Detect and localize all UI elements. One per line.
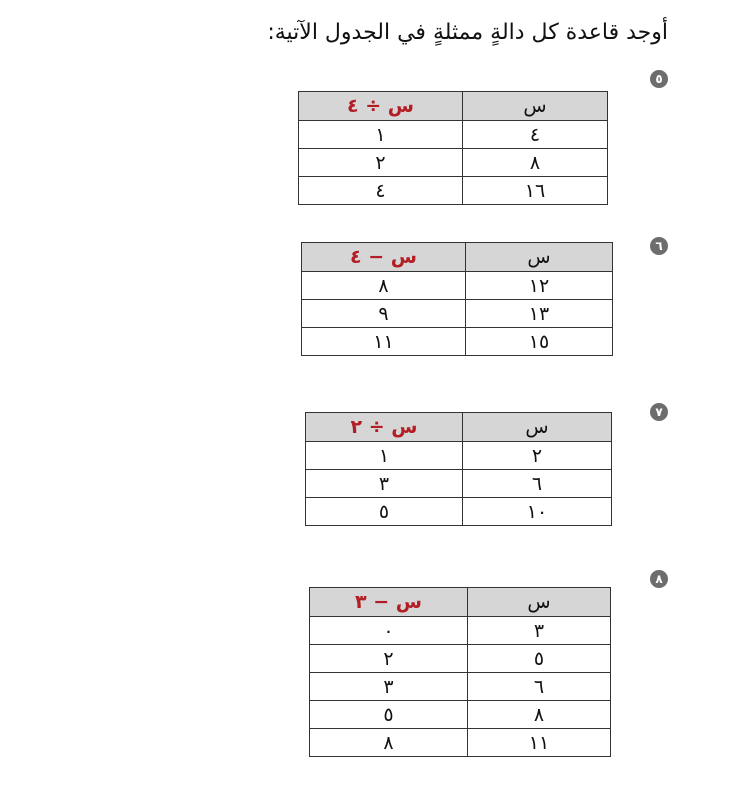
x-cell: ١١: [468, 729, 611, 757]
column-header-x: س: [466, 243, 613, 272]
y-cell: ٥: [310, 701, 468, 729]
y-cell: ١: [299, 121, 463, 149]
table-row: [299, 177, 608, 205]
column-header-rule: س ÷ ٢: [306, 413, 463, 442]
x-cell: ٤: [463, 121, 608, 149]
table-row: [306, 442, 612, 470]
x-cell: ١٢: [466, 272, 613, 300]
table-header-row: [302, 243, 613, 272]
y-cell: ٤: [299, 177, 463, 205]
x-cell: ١٥: [466, 328, 613, 356]
column-header-x: س: [463, 413, 612, 442]
column-header-rule: س − ٣: [310, 588, 468, 617]
table-row: [306, 498, 612, 526]
y-cell: ٣: [310, 673, 468, 701]
table-header-row: [310, 588, 611, 617]
column-header-x: س: [468, 588, 611, 617]
y-cell: ٠: [310, 617, 468, 645]
function-table: [298, 91, 608, 205]
x-cell: ٨: [463, 149, 608, 177]
x-cell: ١٣: [466, 300, 613, 328]
y-cell: ٢: [299, 149, 463, 177]
y-cell: ٣: [306, 470, 463, 498]
table-row: [310, 617, 611, 645]
table-header-row: [306, 413, 612, 442]
x-cell: ٨: [468, 701, 611, 729]
y-cell: ٢: [310, 645, 468, 673]
x-cell: ٥: [468, 645, 611, 673]
table-row: [310, 673, 611, 701]
table-row: [299, 121, 608, 149]
y-cell: ٥: [306, 498, 463, 526]
column-header-rule: س − ٤: [302, 243, 466, 272]
table-row: [310, 729, 611, 757]
table-row: [310, 701, 611, 729]
x-cell: ١٦: [463, 177, 608, 205]
y-cell: ١: [306, 442, 463, 470]
x-cell: ٣: [468, 617, 611, 645]
function-table: [301, 242, 613, 356]
x-cell: ٦: [463, 470, 612, 498]
table-row: [302, 300, 613, 328]
x-cell: ٦: [468, 673, 611, 701]
function-table: [305, 412, 612, 526]
table-row: [302, 272, 613, 300]
problem-number-badge: ٦: [650, 237, 668, 255]
table-row: [310, 645, 611, 673]
table-row: [306, 470, 612, 498]
table-row: [302, 328, 613, 356]
problem-number-badge: ٥: [650, 70, 668, 88]
instruction-title: أوجد قاعدة كل دالةٍ ممثلةٍ في الجدول الآتية:: [267, 20, 668, 45]
x-cell: ٢: [463, 442, 612, 470]
column-header-x: س: [463, 92, 608, 121]
column-header-rule: س ÷ ٤: [299, 92, 463, 121]
problem-number-badge: ٧: [650, 403, 668, 421]
y-cell: ٨: [310, 729, 468, 757]
table-header-row: [299, 92, 608, 121]
y-cell: ٩: [302, 300, 466, 328]
x-cell: ١٠: [463, 498, 612, 526]
y-cell: ٨: [302, 272, 466, 300]
table-row: [299, 149, 608, 177]
problem-number-badge: ٨: [650, 570, 668, 588]
y-cell: ١١: [302, 328, 466, 356]
function-table: [309, 587, 611, 757]
